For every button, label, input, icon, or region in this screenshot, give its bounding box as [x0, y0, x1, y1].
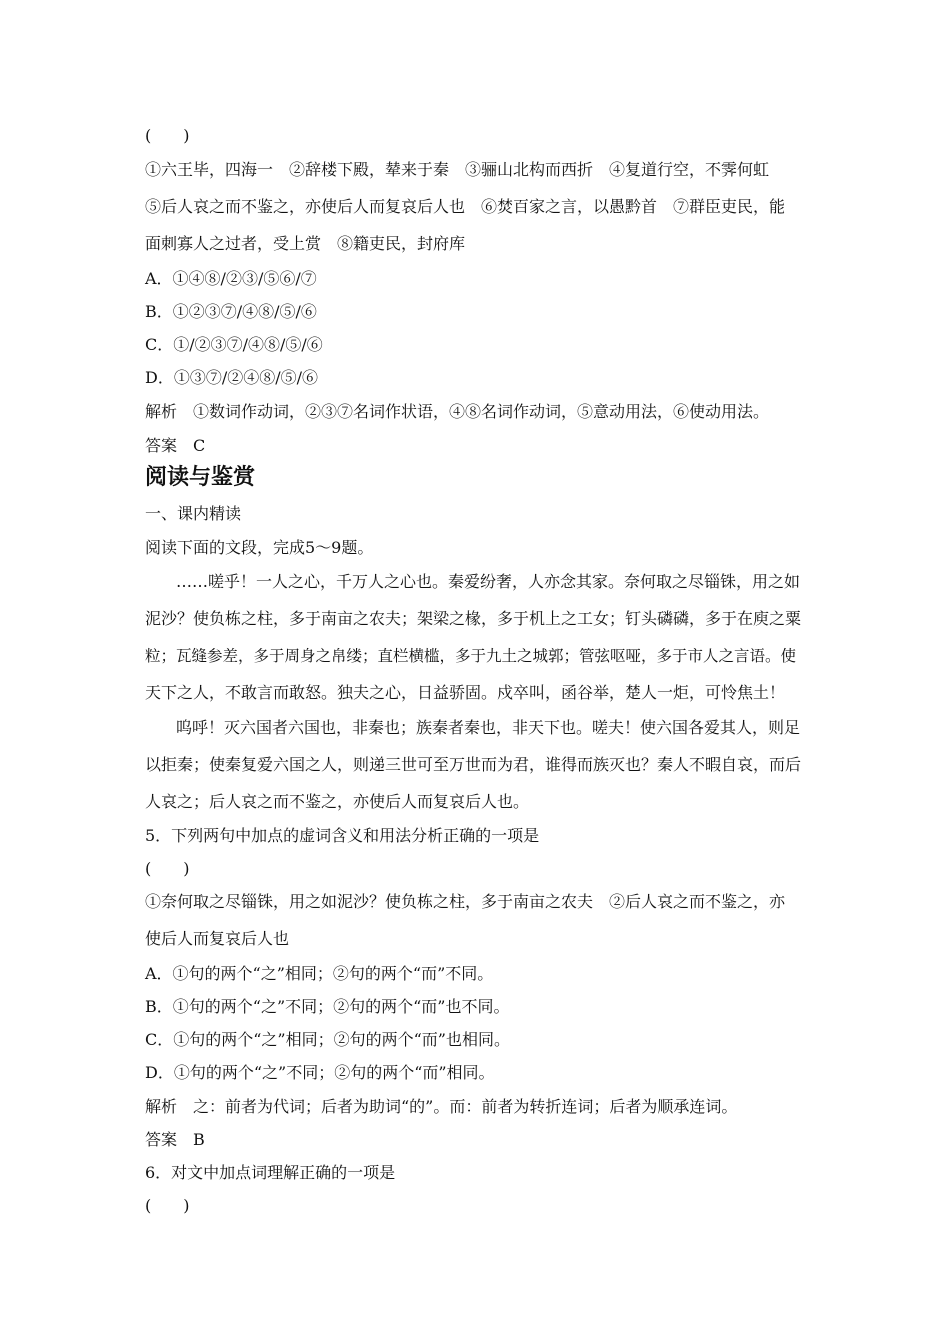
- question-items: 使后人而复哀后人也: [145, 929, 290, 948]
- question-items: ⑤后人哀之而不鉴之，亦使后人而复哀后人也 ⑥焚百家之言，以愚黔首 ⑦群臣吏民，能: [145, 197, 786, 216]
- subsection-title: 一、课内精读: [145, 504, 242, 523]
- question-items: 面刺寡人之过者，受上赏 ⑧籍吏民，封府库: [145, 234, 466, 253]
- question-stem: 6．对文中加点词理解正确的一项是: [145, 1163, 396, 1182]
- option-b: B．①句的两个“之”不同；②句的两个“而”也不同。: [145, 997, 510, 1016]
- option-a: A．①句的两个“之”相同；②句的两个“而”不同。: [145, 964, 494, 983]
- passage-line: 泥沙？使负栋之柱，多于南亩之农夫；架梁之椽，多于机上之工女；钉头磷磷，多于在庾之粟: [145, 609, 802, 628]
- option-a: A．①④⑧/②③/⑤⑥/⑦: [145, 269, 317, 288]
- answer-bracket: ( ): [145, 126, 190, 145]
- question-items: ①六王毕，四海一 ②辞楼下殿，辇来于秦 ③骊山北构而西折 ④复道行空，不霁何虹: [145, 160, 770, 179]
- option-c: C．①/②③⑦/④⑧/⑤/⑥: [145, 335, 323, 354]
- analysis-text: 解析 之：前者为代词；后者为助词“的”。而：前者为转折连词；后者为顺承连词。: [145, 1097, 738, 1116]
- question-stem: 5．下列两句中加点的虚词含义和用法分析正确的一项是: [145, 826, 540, 845]
- passage-line: 呜呼！灭六国者六国也，非秦也；族秦者秦也，非天下也。嗟夫！使六国各爱其人，则足: [176, 718, 801, 737]
- section-heading: 阅读与鉴赏: [145, 465, 256, 490]
- answer-bracket: ( ): [145, 1196, 190, 1215]
- question-items: ①奈何取之尽锱铢，用之如泥沙？使负栋之柱，多于南亩之农夫 ②后人哀之而不鉴之，亦: [145, 892, 786, 911]
- passage-line: 天下之人，不敢言而敢怒。独夫之心，日益骄固。戍卒叫，函谷举，楚人一炬，可怜焦土！: [145, 683, 786, 702]
- option-c: C．①句的两个“之”相同；②句的两个“而”也相同。: [145, 1030, 510, 1049]
- option-b: B．①②③⑦/④⑧/⑤/⑥: [145, 302, 317, 321]
- analysis-text: 解析 ①数词作动词，②③⑦名词作状语，④⑧名词作动词，⑤意动用法，⑥使动用法。: [145, 402, 770, 421]
- passage-line: 以拒秦；使秦复爱六国之人，则递三世可至万世而为君，谁得而族灭也？秦人不暇自哀，而后: [145, 755, 802, 774]
- passage-line: 粒；瓦缝参差，多于周身之帛缕；直栏横槛，多于九土之城郭；管弦呕哑，多于市人之言语。使: [145, 647, 797, 665]
- answer-bracket: ( ): [145, 859, 190, 878]
- option-d: D．①句的两个“之”不同；②句的两个“而”相同。: [145, 1063, 495, 1082]
- option-d: D．①③⑦/②④⑧/⑤/⑥: [145, 368, 319, 387]
- answer-text: 答案 B: [145, 1130, 205, 1149]
- answer-text: 答案 C: [145, 436, 206, 455]
- passage-line: 人哀之；后人哀之而不鉴之，亦使后人而复哀后人也。: [145, 792, 530, 811]
- passage-line: ……嗟乎！一人之心，千万人之心也。秦爱纷奢，人亦念其家。奈何取之尽锱铢，用之如: [176, 572, 801, 591]
- instruction-text: 阅读下面的文段，完成5～9题。: [145, 538, 374, 557]
